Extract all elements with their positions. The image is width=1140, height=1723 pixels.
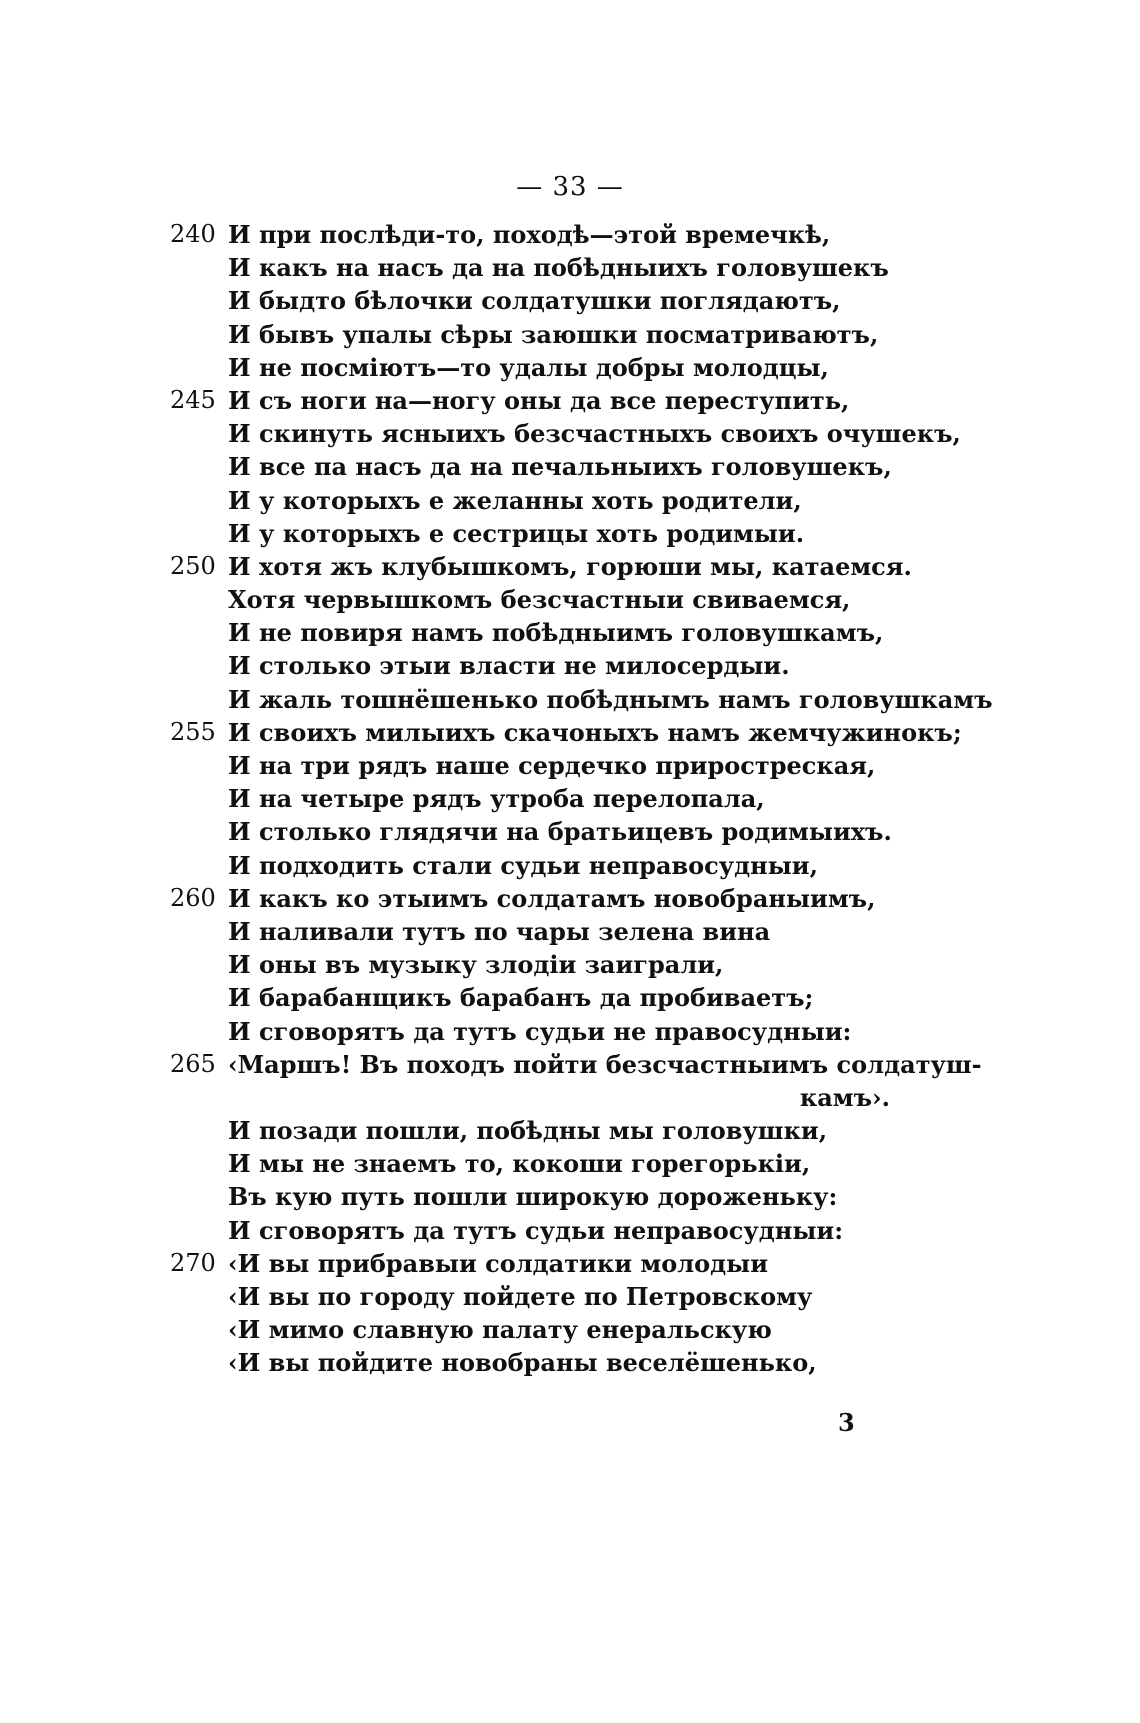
verse-line: [0, 284, 1140, 317]
verse-text: Въ кую путь пошли широкую дороженьку:: [228, 1182, 838, 1212]
verse-text: И быдто бѣлочки солдатушки поглядаютъ,: [228, 286, 841, 316]
verse-text: И на три рядъ наше сердечко приростреская,: [228, 751, 876, 780]
verse-text: камъ›.: [799, 1082, 890, 1112]
verse-line: [0, 1247, 1140, 1280]
verse-line: [0, 450, 1140, 483]
verse-text: И столько глядячи на братьицевъ родимыихъ.: [228, 817, 892, 847]
verse-line: [0, 882, 1140, 915]
verse-line: [0, 351, 1140, 384]
verse-line: [0, 1313, 1140, 1346]
verse-line: [0, 1114, 1140, 1147]
verse-line: [0, 915, 1140, 948]
verse-text: И оны въ музыку злодiи заиграли,: [228, 950, 724, 980]
verse-line: [0, 318, 1140, 351]
verse-line: [0, 417, 1140, 450]
line-number: 260: [170, 883, 216, 912]
verse-line: [0, 1048, 1140, 1081]
verse-line: [0, 683, 1140, 716]
verse-text: И барабанщикъ барабанъ да пробиваетъ;: [228, 983, 814, 1013]
verse-line: [0, 782, 1140, 815]
verse-line: [0, 1015, 1140, 1048]
verse-text: ‹И вы пойдите новобраны веселёшенько,: [228, 1348, 817, 1378]
verse-text: ‹Маршъ! Въ походъ пойти безсчастныимъ солдатуш-: [228, 1049, 982, 1079]
verse-line: [0, 251, 1140, 284]
line-number: 245: [170, 385, 216, 414]
verse-text: ‹И мимо славную палату енеральскую: [228, 1315, 772, 1345]
verse-line-continuation: [0, 1081, 1140, 1114]
verse-text: ‹И вы прибравыи солдатики молодыи: [228, 1248, 768, 1278]
page-number: — 33 —: [516, 172, 624, 202]
verse-text: И у которыхъ е желанны хоть родители,: [228, 485, 802, 515]
verse-line: [0, 1280, 1140, 1313]
line-number: 255: [170, 717, 216, 746]
verse-text: И какъ ко этыимъ солдатамъ новобраныимъ,: [228, 883, 876, 913]
line-number: 270: [170, 1248, 216, 1277]
verse-list: [0, 218, 1140, 1380]
verse-text: ‹И вы по городу пойдете по Петровскому: [228, 1282, 813, 1311]
verse-text: И все па насъ да на печальныихъ головушекъ,: [228, 452, 892, 482]
verse-line: [0, 218, 1140, 251]
verse-line: [0, 849, 1140, 882]
verse-line: [0, 384, 1140, 417]
line-number: 265: [170, 1049, 216, 1078]
verse-text: И на четыре рядъ утроба перелопала,: [228, 784, 765, 814]
verse-text: И не посмiютъ—то удалы добры молодцы,: [228, 352, 829, 382]
line-number: 250: [170, 551, 216, 580]
verse-text: И мы не знаемъ то, кокоши горегорькiи,: [228, 1149, 811, 1179]
verse-text: И своихъ милыихъ скачоныхъ намъ жемчужинокъ;: [228, 717, 962, 747]
line-number: 240: [170, 220, 216, 248]
verse-line: [0, 1147, 1140, 1180]
verse-line: [0, 517, 1140, 550]
verse-line: [0, 1346, 1140, 1379]
verse-text: И столько этыи власти не милосердыи.: [228, 651, 790, 681]
verse-text: Хотя червышкомъ безсчастныи свиваемся,: [228, 585, 851, 615]
verse-line: [0, 948, 1140, 981]
verse-text: И съ ноги на—ногу оны да все переступить,: [228, 385, 850, 415]
verse-text: И сговорятъ да тутъ судьи не правосудныи:: [228, 1016, 852, 1046]
verse-text: И у которыхъ е сестрицы хоть родимыи.: [228, 518, 805, 548]
verse-line: [0, 1180, 1140, 1213]
verse-line: [0, 649, 1140, 682]
verse-line: [0, 550, 1140, 583]
verse-text: И жаль тошнёшенько побѣднымъ намъ головушкамъ: [228, 684, 993, 714]
signature-mark: 3: [838, 1408, 855, 1437]
verse-text: И подходить стали судьи неправосудныи,: [228, 850, 818, 880]
verse-line: [0, 484, 1140, 517]
verse-line: [0, 981, 1140, 1014]
verse-line: [0, 616, 1140, 649]
verse-text: И хотя жъ клубышкомъ, горюши мы, катаемся.: [228, 551, 912, 581]
verse-line: [0, 716, 1140, 749]
verse-line: [0, 1214, 1140, 1247]
verse-text: И скинуть ясныихъ безсчастныхъ своихъ очушекъ,: [228, 419, 961, 449]
verse-text: И не повиря намъ побѣдныимъ головушкамъ,: [228, 618, 884, 648]
verse-text: И позади пошли, побѣдны мы головушки,: [228, 1116, 828, 1146]
verse-text: И сговорятъ да тутъ судьи неправосудныи:: [228, 1215, 844, 1245]
verse-line: [0, 815, 1140, 848]
verse-line: [0, 583, 1140, 616]
verse-text: И какъ на насъ да на побѣдныихъ головушекъ: [228, 253, 889, 283]
verse-line: [0, 749, 1140, 782]
verse-text: И бывъ упалы сѣры заюшки посматриваютъ,: [228, 319, 879, 349]
verse-text: И наливали тутъ по чары зелена вина: [228, 916, 771, 946]
verse-text: И при послѣди-то, походѣ—этой времечкѣ,: [228, 220, 831, 249]
